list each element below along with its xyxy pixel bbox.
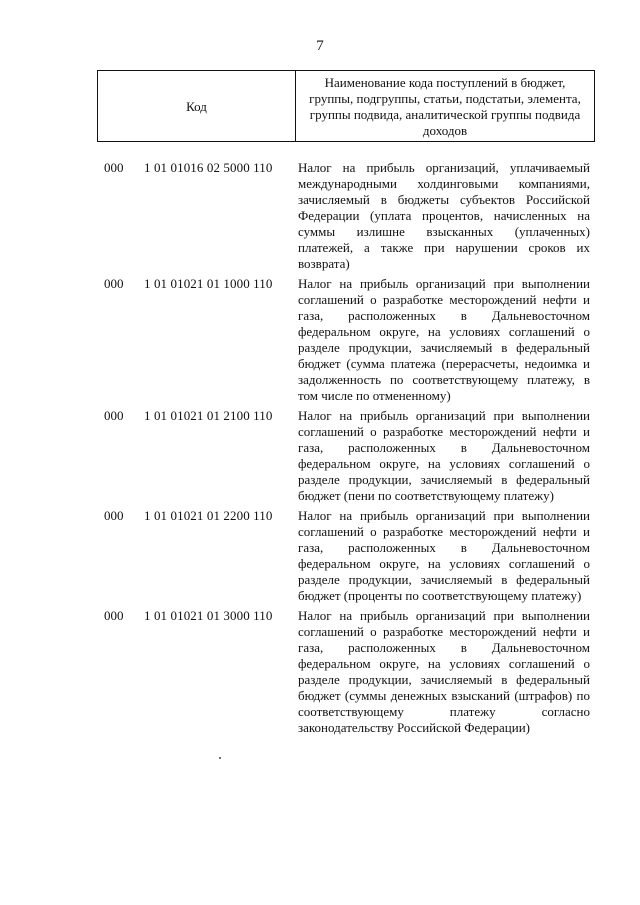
table-row xyxy=(0,408,640,504)
row-income-code: 1 01 01021 01 1000 110 xyxy=(144,276,273,291)
row-admin-code: 000 xyxy=(104,276,124,291)
row-admin-code: 000 xyxy=(104,408,124,423)
row-admin-code: 000 xyxy=(104,608,124,623)
table-body xyxy=(0,160,640,740)
page-number: 7 xyxy=(316,38,324,54)
table-row xyxy=(0,508,640,604)
row-description: Налог на прибыль организаций при выполнении соглашений о разработке месторождений нефти и газа, расположенных в Дальневосточном федеральном округе, на условиях соглашений о разделе продукции, зачисляемый в федеральный бюджет (суммы денежных взысканий (штрафов) по соответствующему платежу согласно законодательству Российской Федерации) xyxy=(298,608,590,735)
row-income-code: 1 01 01021 01 2100 110 xyxy=(144,408,273,423)
row-description: Налог на прибыль организаций при выполнении соглашений о разработке месторождений нефти и газа, расположенных в Дальневосточном федеральном округе, на условиях соглашений о разделе продукции, зачисляемый в федеральный бюджет (проценты по соответствующему платежу) xyxy=(298,508,590,603)
scan-speck xyxy=(219,757,221,759)
row-income-code: 1 01 01021 01 3000 110 xyxy=(144,608,273,623)
row-income-code: 1 01 01016 02 5000 110 xyxy=(144,160,273,175)
header-name-cell: Наименование кода поступлений в бюджет, группы, подгруппы, статьи, подстатьи, элемента, группы подвида, аналитической группы подвида доходов xyxy=(309,75,581,138)
table-row xyxy=(0,160,640,272)
row-income-code: 1 01 01021 01 2200 110 xyxy=(144,508,273,523)
row-description: Налог на прибыль организаций, уплачиваемый международными холдинговыми компаниями, зачисляемый в бюджеты субъектов Российской Федерации (уплата процентов, начисленных на суммы излишне взысканных (уплаченных) платежей, а также при нарушении сроков их возврата) xyxy=(298,160,590,271)
table-header xyxy=(97,70,595,142)
table-row xyxy=(0,608,640,736)
header-code-cell: Код xyxy=(98,71,296,141)
row-admin-code: 000 xyxy=(104,508,124,523)
table-row xyxy=(0,276,640,404)
row-description: Налог на прибыль организаций при выполнении соглашений о разработке месторождений нефти и газа, расположенных в Дальневосточном федеральном округе, на условиях соглашений о разделе продукции, зачисляемый в федеральный бюджет (пени по соответствующему платежу) xyxy=(298,408,590,503)
row-description: Налог на прибыль организаций при выполнении соглашений о разработке месторождений нефти и газа, расположенных в Дальневосточном федеральном округе, на условиях соглашений о разделе продукции, зачисляемый в федеральный бюджет (сумма платежа (перерасчеты, недоимка и задолженность по соответствующему платежу, в том числе по отмененному) xyxy=(298,276,590,403)
row-admin-code: 000 xyxy=(104,160,124,175)
